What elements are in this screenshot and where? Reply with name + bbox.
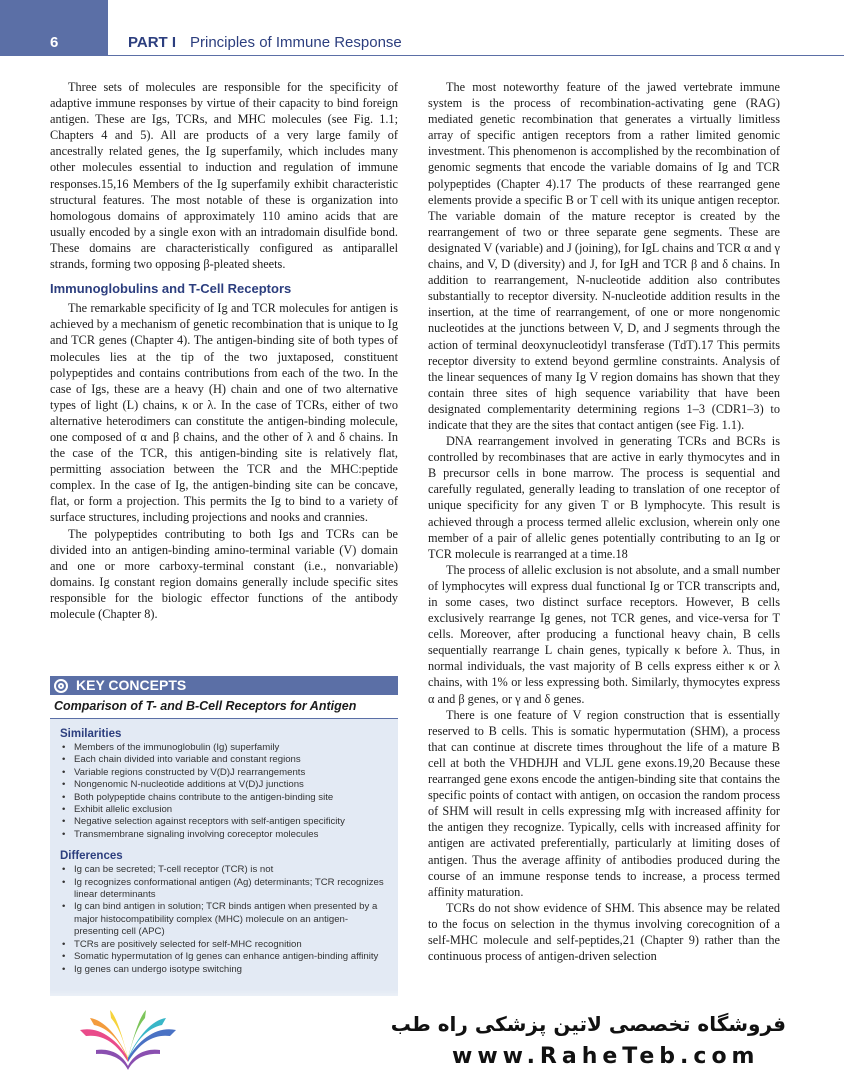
list-item: • Somatic hypermutation of Ig genes can enhance antigen-binding affinity [60,951,386,963]
part-title: Principles of Immune Response [190,34,402,51]
key-concepts-title: KEY CONCEPTS [76,677,187,693]
right-column [428,79,780,964]
list-item: • Exhibit allelic exclusion [60,804,386,816]
paragraph: TCRs do not show evidence of SHM. This absence may be related to the focus on selection in the thymus involving corecognition of a self-MHC molecule and self-peptides,21 (Chapter 9) rather than the continuous process of antigen-driven selection [428,900,780,964]
target-icon [54,679,68,693]
list-item: • TCRs are positively selected for self-MHC recognition [60,939,386,951]
list-item: • Transmembrane signaling involving coreceptor molecules [60,829,386,841]
list-item: • Ig can bind antigen in solution; TCR binds antigen when presented by a major histocompatibility complex (MHC) molecule on an antigen-presenting cell (APC) [60,901,386,938]
left-column [50,79,398,622]
list-item: • Ig can be secreted; T-cell receptor (TCR) is not [60,864,386,876]
list-item: • Ig genes can undergo isotype switching [60,964,386,976]
key-concepts-subtitle: Comparison of T- and B-Cell Receptors for Antigen [50,695,398,719]
list-item: • Both polypeptide chains contribute to the antigen-binding site [60,792,386,804]
paragraph: The process of allelic exclusion is not absolute, and a small number of lymphocytes will express dual functional Ig or TCR transcripts and, in some cases, two distinct surface receptors. However, B cells exclusively rearrange Ig genes, not TCR genes, and vice-versa for T cells. Moreover, after producing a functional heavy chain, B cells sequentially rearrange L chain genes, typically κ before λ. Thus, in normal individuals, the vast majority of B cells express either κ or λ chains, with 1% or less expressing both. Similarly, thymocytes express α and β genes, or γ and δ genes. [428,562,780,706]
differences-heading: Differences [60,850,123,863]
book-logo-icon [76,1008,180,1070]
paragraph: The remarkable specificity of Ig and TCR molecules for antigen is achieved by a mechanism of genetic recombination that is unique to Ig and TCR genes (Chapter 4). The antigen-binding site of both types of molecules lies at the tip of the two juxtaposed, constituent polypeptides and contains contributions from each of the two. In the case of Igs, these are a heavy (H) chain and one of two alternative types of light (L) chains, κ or λ. In the case of TCRs, either of two alternative heterodimers can constitute the antigen-binding molecule, one composed of α and β chains, and the other of λ and δ chains. In the case of the TCR, this antigen-binding site is relatively flat, permitting association between the TCR and the MHC:peptide complex. In the case of Ig, the antigen-binding site can be concave, flat, or form a projection. This permits the Ig to bind to a variety of surface structures, including projections and nooks and crannies. [50,301,398,525]
paragraph: DNA rearrangement involved in generating TCRs and BCRs is controlled by recombinases that are active in early thymocytes and in B precursor cells in bone marrow. The process is sequential and carefully regulated, generally leading to translation of one receptor of unique specificity for any given T or B lymphocyte. This result is achieved through a process termed allelic exclusion, wherein only one member of a pair of allelic genes potentially contributing to an Ig or TCR molecule is rearranged at a time.18 [428,434,780,561]
list-item: • Nongenomic N-nucleotide additions at V(D)J junctions [60,779,386,791]
key-concepts-box [50,676,398,996]
list-item: • Members of the immunoglobulin (Ig) superfamily [60,742,386,754]
page-number: 6 [50,34,59,51]
list-item: • Ig recognizes conformational antigen (Ag) determinants; TCR recognizes linear determinants [60,877,386,902]
similarities-list [50,742,398,841]
key-concepts-bar [50,676,398,695]
similarities-heading: Similarities [60,728,122,740]
store-name: فروشگاه تخصصی لاتین پزشکی راه طب [390,1012,786,1036]
list-item: • Variable regions constructed by V(D)J rearrangements [60,767,386,779]
paragraph: The most noteworthy feature of the jawed vertebrate immune system is the process of recombination-activating gene (RAG) mediated genetic recombination that generates a virtually limitless array of specific antigen receptors from a rather limited genomic investment. This phenomenon is accomplished by the recombination of genomic segments that encode the variable domains of Ig and TCR polypeptides (Chapter 4).17 The products of these rearranged gene elements provide a specific B or T cell with its unique antigen receptor. The variable domain of the mature receptor is created by the rearrangement of two or three separate gene segments. These are designated V (variable) and J (joining), for IgL chains and TCR α and γ chains, and V, D (diversity) and J, for IgH and TCR β and δ chains. In addition to rearrangement, N-nucleotide addition also contributes substantially to receptor diversity. N-nucleotide addition results in the insertion, at the time of rearrangement, of one or more nongenomic nucleotides at the junctions between V, D, and J segments through the action of terminal deoxynucleotidyl transferase (TdT).17 This permits receptor diversity to extend beyond germline constraints. Analysis of the linear sequences of many Ig V region domains has shown that they contain three sites of high sequence variability that have been designated complementarity determining regions 1–3 (CDR1–3) to indicate that they are the sites that contact antigen (see Fig. 1.1). [428,80,780,432]
list-item: • Negative selection against receptors with self-antigen specificity [60,816,386,828]
differences-list [50,864,398,976]
paragraph: The polypeptides contributing to both Igs and TCRs can be divided into an antigen-binding amino-terminal variable (V) domain and one or more carboxy-terminal constant (i.e., nonvariable) domains. Ig constant region domains generally include specific sites responsible for the biologic effector functions of the antibody molecule (Chapter 8). [50,526,398,621]
section-heading: Immunoglobulins and T-Cell Receptors [50,281,292,297]
store-url: www.RaheTeb.com [452,1044,760,1069]
paragraph: There is one feature of V region construction that is essentially reserved to B cells. This is somatic hypermutation (SHM), a process that can continue at discrete times throughout the life of a mature B cell at both the VHDHJH and VLJL gene exons.19,20 Because these rearranged gene exons encode the antigen-binding site that contains the specific points of contact with antigen, on occasion the random process of SHM will result in cells expressing mIg with increased affinity for the antigen they recognize. Typically, cells with increased affinity for antigen are activated preferentially, particularly at limiting doses of antigen. Thus the average affinity of antibodies produced during the course of an immune response tends to increase, a process termed affinity maturation. [428,707,780,899]
part-label: PART I [128,34,177,51]
header-rule [108,55,844,56]
paragraph: Three sets of molecules are responsible for the specificity of adaptive immune responses by virtue of their capacity to bind foreign antigen. These are Igs, TCRs, and MHC molecules (see Fig. 1.1; Chapters 4 and 5). All are products of a very large family of ancestrally related genes, the Ig superfamily, which includes many other molecules essential to induction and regulation of immune responses.15,16 Members of the Ig superfamily exhibit characteristic structural features. The most notable of these is organization into homologous domains of approximately 110 amino acids that are usually encoded by a single exon with an intradomain disulfide bond. These domains are characteristically configured as antiparallel strands, forming two opposing β-pleated sheets. [50,80,398,272]
list-item: • Each chain divided into variable and constant regions [60,754,386,766]
